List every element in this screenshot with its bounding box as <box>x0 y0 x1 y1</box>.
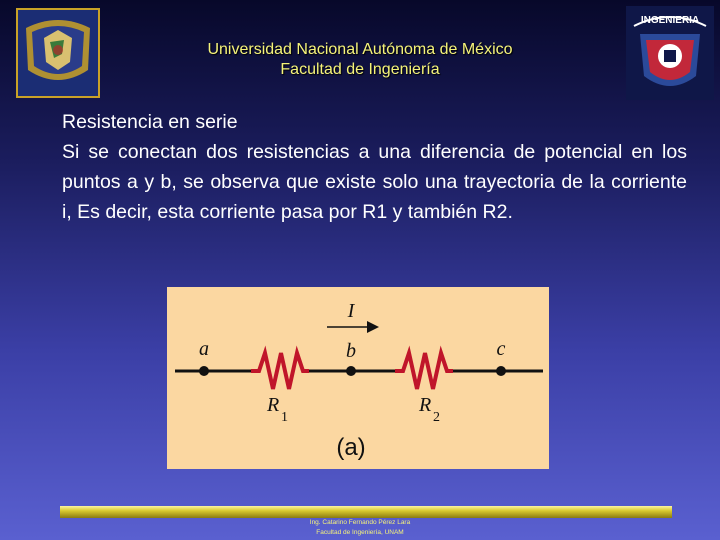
current-label: I <box>347 300 355 322</box>
ingenieria-crest-icon <box>626 6 714 100</box>
r1-label: R <box>267 394 280 416</box>
series-circuit-figure <box>167 287 549 469</box>
current-arrow-head-icon <box>367 321 379 333</box>
r2-label: R <box>419 394 432 416</box>
faculty-name: Facultad de Ingeniería <box>280 61 440 78</box>
node-b-label: b <box>346 340 356 362</box>
node-a-label: a <box>199 338 209 360</box>
footer-bar <box>60 506 672 518</box>
slide-body <box>62 107 687 227</box>
node-c-label: c <box>496 338 506 360</box>
unam-crest-icon <box>18 10 98 96</box>
section-heading: Resistencia en serie <box>62 111 238 133</box>
r2-subscript: 2 <box>433 410 440 425</box>
university-name: Universidad Nacional Autónoma de México <box>207 41 513 58</box>
slide-footer <box>260 518 460 538</box>
author-name: Ing. Catarino Fernando Pérez Lara <box>309 519 411 526</box>
explanation-paragraph: Si se conectan dos resistencias a una diferencia de potencial en los puntos a y b, se observa que existe solo una trayectoria de la corriente i, Es decir, esta corriente pasa por R1 y también R2. <box>62 141 687 223</box>
unam-crest-logo <box>16 8 100 98</box>
node-c-dot <box>496 366 506 376</box>
ingenieria-logo-text: INGENIERIA <box>640 15 700 26</box>
node-a-dot <box>199 366 209 376</box>
circuit-diagram <box>167 287 549 469</box>
node-b-dot <box>346 366 356 376</box>
r1-subscript: 1 <box>281 410 288 425</box>
slide-header <box>110 40 610 80</box>
ingenieria-logo <box>626 6 714 100</box>
figure-caption: (a) <box>336 434 366 461</box>
footer-institution: Facultad de Ingeniería, UNAM <box>316 529 404 536</box>
